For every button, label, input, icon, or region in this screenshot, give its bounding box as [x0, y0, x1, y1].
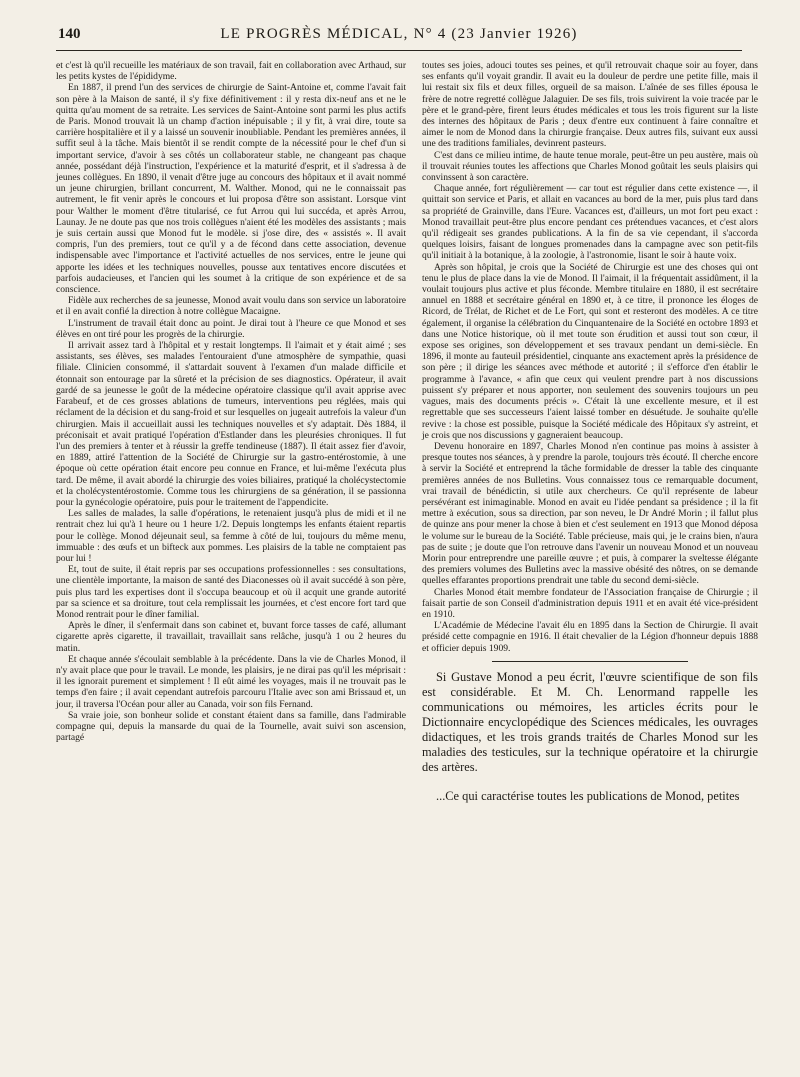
paragraph: C'est dans ce milieu intime, de haute tenue morale, peut-être un peu austère, mais où il trouvait réunies toutes les affections que Charles Monod goûtait les seuls plaisirs qui convinssent à son caractère. — [422, 149, 758, 184]
summary-paragraph: ...Ce qui caractérise toutes les publications de Monod, petites — [436, 789, 740, 804]
paragraph: Et, tout de suite, il était repris par ses occupations professionnelles : ses consultations, une clientèle importante, la maison de santé des Diaconesses où il avait succédé à son père, puis plus tard les expertises dont il s'occupa beaucoup et où il acquit une grande autorité par sa science et sa droiture, tout cela remplissait les journées, et c'est encore fort tard que Monod rentrait pour le dîner familial. — [56, 564, 406, 620]
paragraph: L'instrument de travail était donc au point. Je dirai tout à l'heure ce que Monod et ses élèves en ont tiré pour les progrès de la chirurgie. — [56, 317, 406, 340]
paragraph: Chaque année, fort régulièrement — car tout est régulier dans cette existence —, il quittait son service et Paris, et allait en vacances au bord de la mer, puis plus tard dans sa propriété de Grainville, dans l'Eure. Vacances est, d'ailleurs, un mot fort peu exact : Monod travaillait peut-être plus encore pendant ces prétendues vacances, et c'est alors qu'il rédigeait ses grandes publications. A la fin de sa vie cependant, il s'accorda quelques loisirs, faisant de longues promenades dans la campagne avec son petit-fils qu'il initiait à la botanique, à la zoologie, à l'astronomie, lisant le soir à haute voix. — [422, 183, 758, 262]
paragraph: En 1887, il prend l'un des services de chirurgie de Saint-Antoine et, comme l'avait fait son père à la Maison de santé, il s'y fixe définitivement : il y resta dix-neuf ans et ne le quitta qu'au moment de sa retraite. Les services de Saint-Antoine sont parmi les plus actifs de Paris. Monod trouvait là un champ d'action inépuisable ; il y fit, à vrai dire, toute sa carrière hospitalière et il y a laissé un souvenir inoubliable. Pendant les premières années, il suffit seul à la tâche. Mais bientôt il se rendit compte de la nécessité pour le chef d'un si important service, d'avoir à ses côtés un collaborateur stable, ne changeant pas chaque année, possédant déjà l'instruction, l'expérience et la maturité d'esprit, et il s'adressa à de jeunes collègues. En 1890, il venait d'être juge au concours des hôpitaux et il avait nommé un jeune chirurgien, brillant concurrent, M. Walther. Monod, qui ne le connaissait pas autrement, le fit venir après le concours et lui proposa d'être son assistant. Lorsque vint pour Walther le moment d'être titularisé, ce fut Arrou qui lui succéda, et après Arrou, Launay. Je ne doute pas que nos trois collègues n'aient été les modèles des assistants ; mais je suis certain aussi que Monod fut le modèle. si j'ose dire, des « assistés ». Il avait compris, l'un des premiers, tout ce qu'il y a de fécond dans cette association, devenue indispensable avec l'importance et l'activité actuelles de nos services, entre le jeune qui apporte les idées et les techniques nouvelles, pousse aux tentatives encore discutées et parfois audacieuses, et l'ancien qui les soumet à la critique de son expérience et de sa conscience. — [56, 82, 406, 296]
paragraph: Après son hôpital, je crois que la Société de Chirurgie est une des choses qui ont tenu le plus de place dans la vie de Monod. Il l'aimait, il la fréquentait assidûment, il la voulait toujours plus active et plus féconde. Membre titulaire en 1880, il est secrétaire annuel en 1888 et secrétaire général en 1890 et, à ce titre, il prononce les éloges de Ricord, de Trélat, de Richet et de Le Fort, qui sont et resteront des modèles. A ce titre également, il organise la célébration du Cinquantenaire de la Société en octobre 1893 et dans une Notice historique, où il met toute son érudition et aussi tout son cœur, il expose ses origines, son développement et ses travaux pendant un demi-siècle. En 1896, il monte au fauteuil présidentiel, cinquante ans exactement après la présidence de son père ; il dirige les séances avec méthode et autorité ; il s'efforce d'en établir le programme à l'avance, « afin que ceux qui veulent prendre part à nos discussions puissent s'y préparer et nous apporter, non seulement des souvenirs toujours un peu vagues, mais des documents précis ». C'était là une excellente mesure, et il est regrettable que ses successeurs l'aient laissé tomber en désuétude. Je souhaite qu'elle revive : la chose est possible, puisque la Société médicale des Hôpitaux s'y astreint, et je crois que nos discussions y gagneraient beaucoup. — [422, 261, 758, 441]
right-column — [422, 60, 758, 805]
paragraph: Devenu honoraire en 1897, Charles Monod n'en continue pas moins à assister à presque toutes nos séances, à y prendre la parole, toujours très écouté. Il cherche encore à servir la Société et entreprend la tâche formidable de dresser la table des cinquante premières années de nos Bulletins. Vous connaissez tous ce remarquable document, vrai travail de bénédictin, si utile aux chercheurs. Ce qu'il représente de labeur persévérant est inimaginable. Monod en avait eu l'idée pendant sa présidence ; il la fit mettre à exécution, sous sa direction, par son neveu, le Dr André Morin ; il fallut plus de quinze ans pour mener la chose à bien et c'est seulement en 1913 que Monod déposa le volume sur le bureau de la Société. Table précieuse, mais qui, je le crains bien, n'aura pas de suite ; je doute que l'on retrouve dans l'avenir un nouveau Monod et un nouveau Morin pour entreprendre une pareille œuvre ; et puis, à comparer la sveltesse élégante des premiers volumes des Bulletins avec la massive obésité des nôtres, on se demande quelles effarantes proportions prendrait une table du second demi-siècle. — [422, 440, 758, 587]
section-divider — [492, 661, 688, 662]
journal-title: LE PROGRÈS MÉDICAL, N° 4 (23 Janvier 1926) — [220, 26, 578, 42]
page-header — [56, 24, 742, 51]
paragraph: et c'est là qu'il recueille les matériaux de son travail, fait en collaboration avec Arthaud, sur les petits kystes de l'épididyme. — [56, 60, 406, 83]
paragraph: Fidèle aux recherches de sa jeunesse, Monod avait voulu dans son service un laboratoire et il en avait confié la direction à notre collègue Macaigne. — [56, 295, 406, 318]
paragraph: toutes ses joies, adouci toutes ses peines, et qu'il retrouvait chaque soir au foyer, dans ses enfants qu'il voyait grandir. Il avait eu la douleur de perdre une petite fille, mais il lui restait six fils et deux filles, orgueil de sa maison. L'aînée de ses filles épousa le frère de notre regretté collègue Jalaguier. De ses fils, trois suivirent la voie tracée par le père et le grand-père, firent leurs études médicales et tous les trois figurent sur la liste des internes des hôpitaux de Paris ; deux d'entre eux continuent à faire connaître et aimer le nom de Monod dans la chirurgie française. Deux autres fils, suivant eux aussi une des traditions familiales, devinrent pasteurs. — [422, 60, 758, 150]
left-column — [56, 60, 406, 743]
paragraph: Sa vraie joie, son bonheur solide et constant étaient dans sa famille, dans l'admirable compagne qui, depuis la mansarde du quai de la Tournelle, avait suivi son ascension, partagé — [56, 709, 406, 744]
paragraph: Après le dîner, il s'enfermait dans son cabinet et, buvant force tasses de café, allumant cigarette après cigarette, il travaillait, travaillait sans relâche, jusqu'à 1 ou 2 heures du matin. — [56, 620, 406, 654]
summary-paragraph: Si Gustave Monod a peu écrit, l'œuvre scientifique de son fils est considérable. Et M. Ch. Lenormand rappelle les communications ou mémoires, les articles écrits pour le Dictionnaire encyclopédique des Sciences médicales, les ouvrages didactiques, et les trois grands traités de Charles Monod sur les maladies des testicules, sur la technique opératoire et la chirurgie des artères. — [422, 669, 758, 775]
paragraph: L'Académie de Médecine l'avait élu en 1895 dans la Section de Chirurgie. Il avait présidé cette compagnie en 1916. Il était chevalier de la Légion d'honneur depuis 1888 et officier depuis 1909. — [422, 620, 758, 654]
paragraph: Et chaque année s'écoulait semblable à la précédente. Dans la vie de Charles Monod, il n'y avait place que pour le travail. Le monde, les plaisirs, je ne dirai pas qu'il les méprisait : il les ignorait purement et simplement ! Il eût aimé les voyages, mais il ne trouvait pas le temps d'en faire ; il avait cependant autrefois parcouru l'Italie avec son ami Brissaud et, un jour, il traversa l'Océan pour aller au Canada, voir son fils Fernand. — [56, 653, 406, 710]
paragraph: Les salles de malades, la salle d'opérations, le retenaient jusqu'à plus de midi et il ne rentrait chez lui qu'à 1 heure ou 1 heure 1/2. Depuis longtemps les enfants étaient repartis pour le collège. Monod déjeunait seul, sa femme à côté de lui, toujours du même menu, immuable : des œufs et un bifteck aux pommes. Les plaisirs de la table ne comptaient pas pour lui ! — [56, 508, 406, 564]
paragraph: Charles Monod était membre fondateur de l'Association française de Chirurgie ; il faisait partie de son Conseil d'administration depuis 1911 et en avait été vice-président en 1910. — [422, 586, 758, 620]
paragraph: Il arrivait assez tard à l'hôpital et y restait longtemps. Il l'aimait et y était aimé ; ses assistants, ses élèves, ses malades l'entouraient d'une atmosphère de sympathie, quasi filiale. Clinicien consommé, il s'attardait souvent à l'examen d'un malade difficile et étonnait son entourage par la sûreté et la précision de ses diagnostics. Opérateur, il avait gardé de sa jeunesse le goût de la médecine opératoire classique qu'il avait apprise avec Farabeuf, et de ces grosses ablations de tumeurs, interventions peu réglées, mais qui réclament de la décision et du sang-froid et sur lesquelles on jugeait autrefois la valeur d'un chirurgien. Mais il accueillait aussi les techniques nouvelles et s'y adaptait. Dès 1884, il préconisait et avait pratiqué l'opération d'Estlander dans les pleurésies chroniques. Il fut l'un des premiers à tenter et à réussir la greffe tendineuse (1887). Il était assez fier d'avoir, en 1889, attiré l'attention de la Société de Chirurgie sur la gastro-entérostomie, à une époque où cette opération était encore peu connue en France, et lui-même l'exécuta plus tard. De même, il avait abordé la chirurgie des voies biliaires, pratiqué la cholécystectomie et la cholécystentérostomie. Comme tous les chirurgiens de sa génération, il se passionna pour la gynécologie opératoire, puis pour le traitement de l'appendicite. — [56, 340, 406, 508]
page-number: 140 — [58, 26, 81, 42]
